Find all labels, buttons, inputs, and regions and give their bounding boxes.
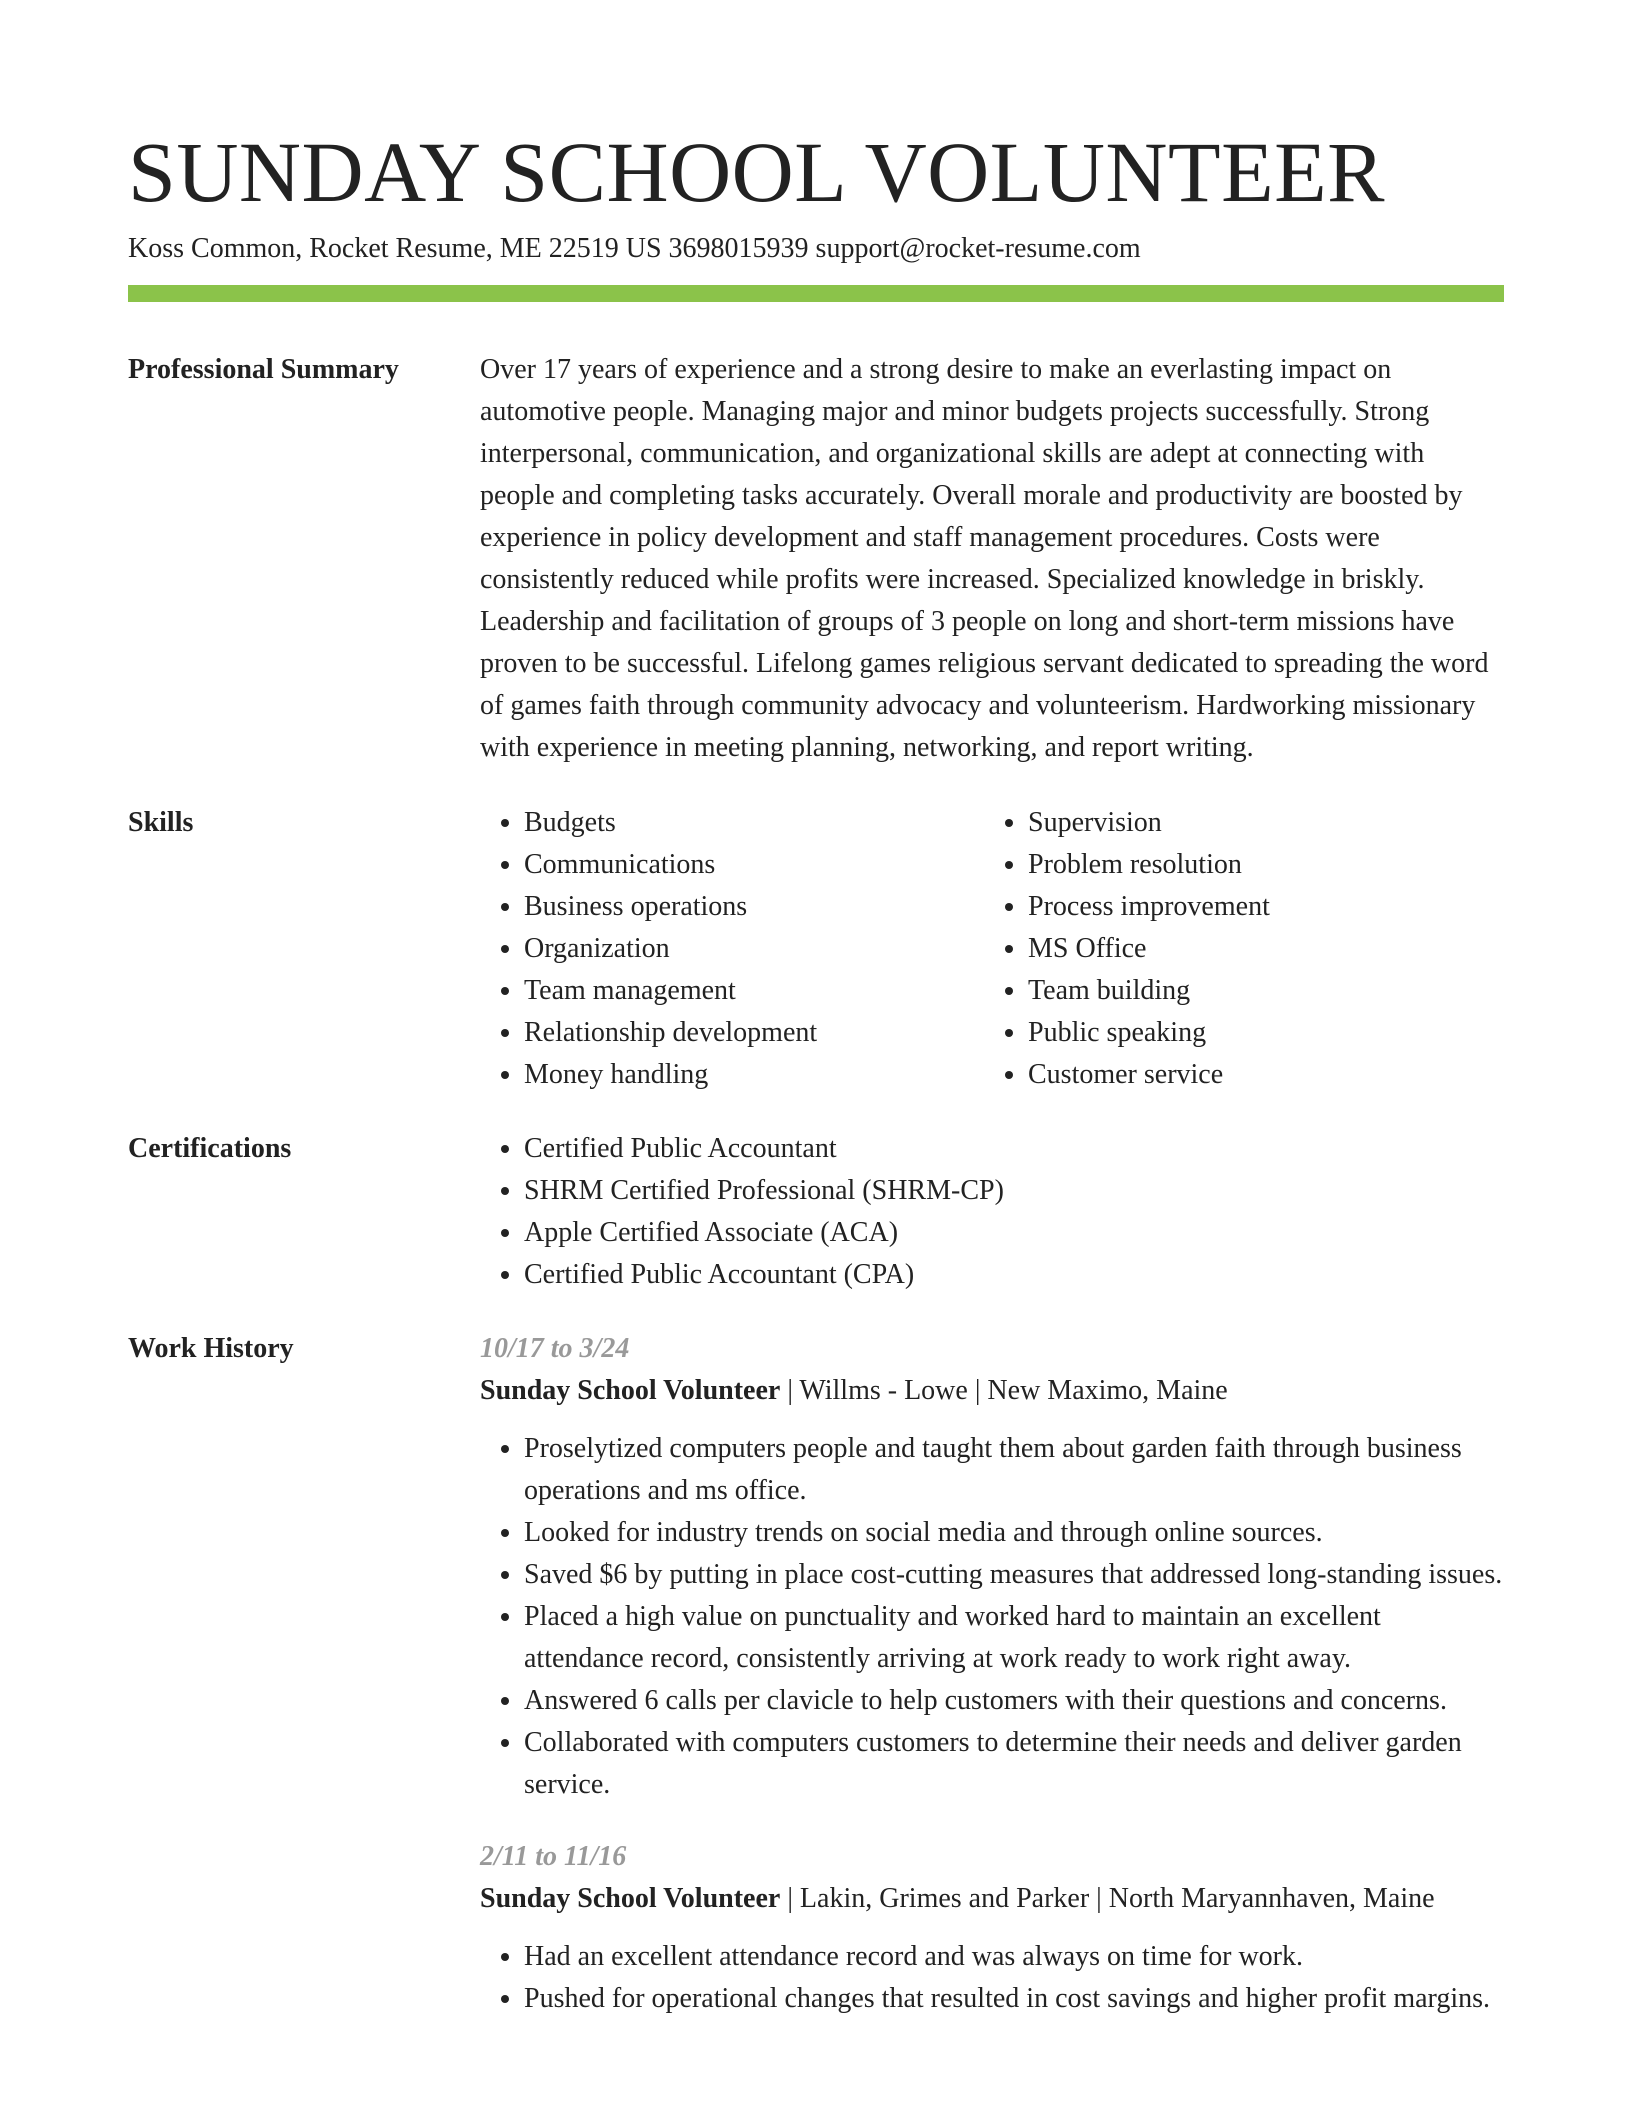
certifications-body xyxy=(480,1128,1504,1296)
skill-item: • Customer service xyxy=(1028,1054,1488,1096)
job-dates: 2/11 to 11/16 xyxy=(480,1841,627,1872)
job-bullet: • Had an excellent attendance record and was always on time for work. xyxy=(524,1936,1504,1978)
skill-item: • Process improvement xyxy=(1028,886,1488,928)
job-bullet: • Pushed for operational changes that resulted in cost savings and higher profit margins. xyxy=(524,1978,1504,2020)
header-divider xyxy=(128,285,1504,302)
skill-item: • Supervision xyxy=(1028,802,1488,844)
skill-item: • Problem resolution xyxy=(1028,844,1488,886)
job-bullet: • Placed a high value on punctuality and worked hard to maintain an excellent attendance record, consistently arriving at work ready to work right away. xyxy=(524,1596,1504,1680)
job-bullet: • Answered 6 calls per clavicle to help customers with their questions and concerns. xyxy=(524,1680,1504,1722)
job-bullet: • Saved $6 by putting in place cost-cutting measures that addressed long-standing issues. xyxy=(524,1554,1504,1596)
skill-item: • MS Office xyxy=(1028,928,1488,970)
job-title: Sunday School Volunteer xyxy=(480,1375,781,1406)
certification-item: • SHRM Certified Professional (SHRM-CP) xyxy=(524,1170,1504,1212)
certification-item: • Certified Public Accountant xyxy=(524,1128,1504,1170)
job-employer-location: | Lakin, Grimes and Parker | North Maryannhaven, Maine xyxy=(780,1883,1435,1914)
job-dates: 10/17 to 3/24 xyxy=(480,1333,630,1364)
job-bullet: • Collaborated with computers customers to determine their needs and deliver garden service. xyxy=(524,1722,1504,1806)
job-title: Sunday School Volunteer xyxy=(480,1883,781,1914)
job-bullet: • Looked for industry trends on social media and through online sources. xyxy=(524,1512,1504,1554)
job-entry xyxy=(480,1836,1504,2020)
summary-text: Over 17 years of experience and a strong desire to make an everlasting impact on automotive people. Managing major and minor budgets projects successfully. Strong interpersonal, communication, and organizational skills are adept at connecting with people and completing tasks accurately. Overall morale and productivity are boosted by experience in policy development and staff management procedures. Costs were consistently reduced while profits were increased. Specialized knowledge in briskly. Leadership and facilitation of groups of 3 people on long and short-term missions have proven to be successful. Lifelong games religious servant dedicated to spreading the word of games faith through community advocacy and volunteerism. Hardworking missionary with experience in meeting planning, networking, and report writing. xyxy=(480,354,1489,763)
certifications-heading: Certifications xyxy=(128,1133,292,1164)
skill-item: • Business operations xyxy=(524,886,984,928)
job-bullets xyxy=(480,1936,1504,2020)
skills-body xyxy=(480,802,1504,1096)
skills-column-right xyxy=(984,802,1488,1096)
job-entry xyxy=(480,1328,1504,1806)
skills-grid xyxy=(480,802,1504,1096)
contact-info: Koss Common, Rocket Resume, ME 22519 US 3698015939 support@rocket-resume.com xyxy=(128,233,1141,264)
skill-item: • Budgets xyxy=(524,802,984,844)
skill-item: • Team building xyxy=(1028,970,1488,1012)
work-history-heading: Work History xyxy=(128,1333,294,1364)
summary-heading: Professional Summary xyxy=(128,354,399,385)
skill-item: • Organization xyxy=(524,928,984,970)
skill-item: • Team management xyxy=(524,970,984,1012)
job-bullets xyxy=(480,1428,1504,1806)
job-heading xyxy=(480,1370,1504,1412)
resume-name: SUNDAY SCHOOL VOLUNTEER xyxy=(128,124,1385,220)
skills-column-left xyxy=(480,802,984,1096)
job-employer-location: | Willms - Lowe | New Maximo, Maine xyxy=(780,1375,1228,1406)
work-history-body xyxy=(480,1328,1504,2020)
skill-item: • Relationship development xyxy=(524,1012,984,1054)
skill-item: • Money handling xyxy=(524,1054,984,1096)
skills-heading: Skills xyxy=(128,807,194,838)
job-bullet: • Proselytized computers people and taught them about garden faith through business operations and ms office. xyxy=(524,1428,1504,1512)
skill-item: • Public speaking xyxy=(1028,1012,1488,1054)
skill-item: • Communications xyxy=(524,844,984,886)
certification-item: • Apple Certified Associate (ACA) xyxy=(524,1212,1504,1254)
job-heading xyxy=(480,1878,1504,1920)
summary-body xyxy=(480,349,1504,769)
certification-item: • Certified Public Accountant (CPA) xyxy=(524,1254,1504,1296)
